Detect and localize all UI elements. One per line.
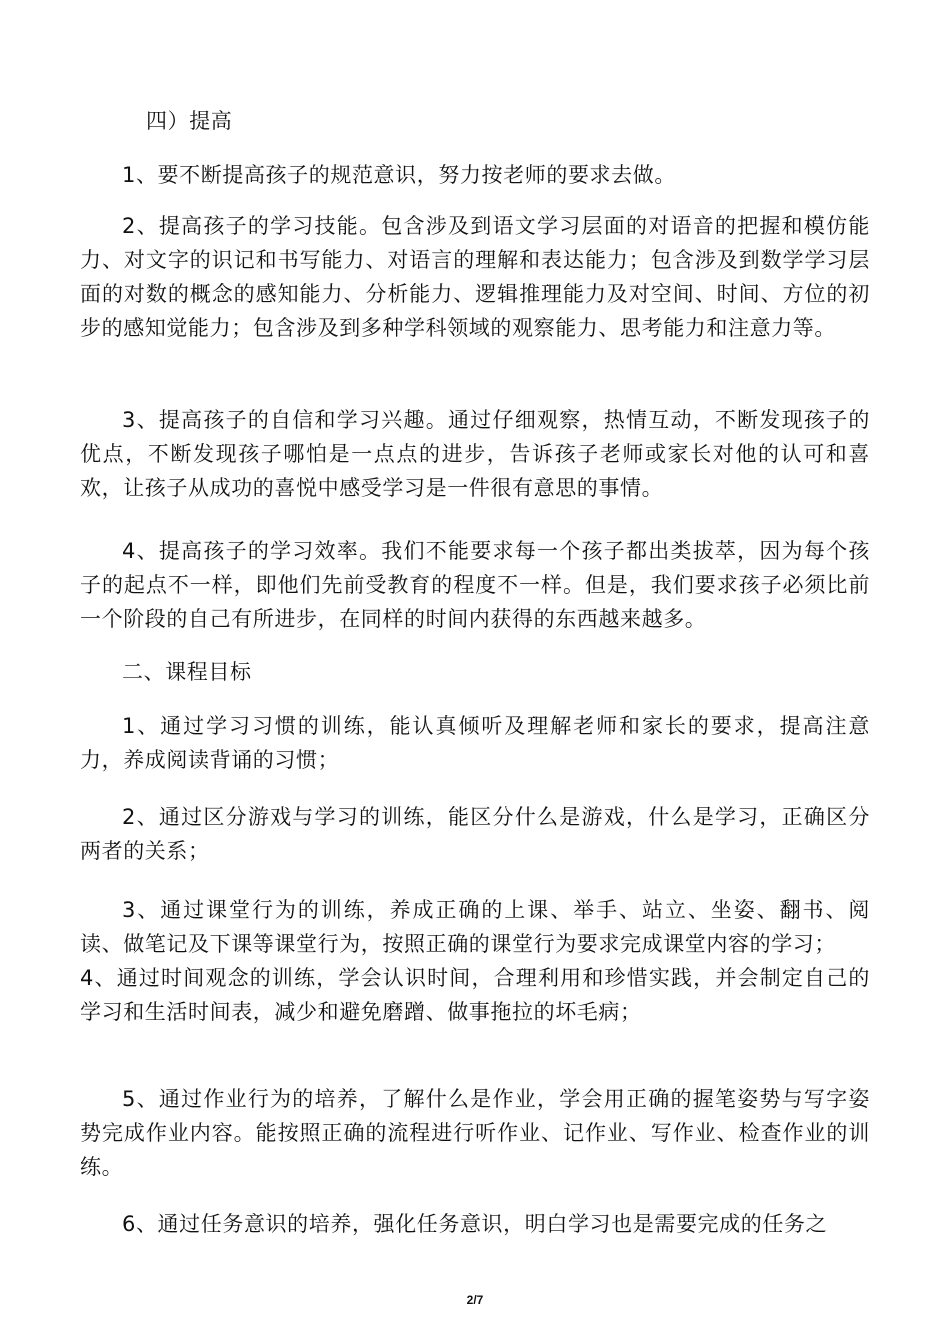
paragraph-improve-1: 1、要不断提高孩子的规范意识，努力按老师的要求去做。 [122, 163, 676, 187]
section-heading-improve: 四）提高 [146, 109, 233, 133]
paragraph-goal-6: 6、通过任务意识的培养，强化任务意识，明白学习也是需要完成的任务之 [122, 1212, 828, 1236]
paragraph-goal-5: 5、通过作业行为的培养，了解什么是作业，学会用正确的握笔姿势与写字姿势完成作业内容。能按照正确的流程进行听作业、记作业、写作业、检查作业的训练。 [80, 1087, 870, 1179]
paragraph-improve-3: 3、提高孩子的自信和学习兴趣。通过仔细观察，热情互动，不断发现孩子的优点，不断发现孩子哪怕是一点点的进步，告诉孩子老师或家长对他的认可和喜欢，让孩子从成功的喜悦中感受学习是一件很有意思的事情。 [80, 408, 870, 500]
page-number: 2/7 [466, 1293, 484, 1307]
paragraph-goal-4: 4、通过时间观念的训练，学会认识时间，合理利用和珍惜实践，并会制定自己的学习和生活时间表，减少和避免磨蹭、做事拖拉的坏毛病； [80, 966, 870, 1024]
paragraph-improve-2: 2、提高孩子的学习技能。包含涉及到语文学习层面的对语音的把握和模仿能力、对文字的识记和书写能力、对语言的理解和表达能力；包含涉及到数学学习层面的对数的概念的感知能力、分析能力、逻辑推理能力及对空间、时间、方位的初步的感知觉能力；包含涉及到多种学科领域的观察能力、思考能力和注意力等。 [80, 214, 870, 340]
paragraph-goal-1: 1、通过学习习惯的训练，能认真倾听及理解老师和家长的要求，提高注意力，养成阅读背诵的习惯； [80, 714, 870, 772]
section-heading-course-goals: 二、课程目标 [122, 660, 252, 684]
paragraph-improve-4: 4、提高孩子的学习效率。我们不能要求每一个孩子都出类拔萃，因为每个孩子的起点不一样，即他们先前受教育的程度不一样。但是，我们要求孩子必须比前一个阶段的自己有所进步，在同样的时间内获得的东西越来越多。 [80, 539, 870, 631]
paragraph-goal-3: 3、通过课堂行为的训练，养成正确的上课、举手、站立、坐姿、翻书、阅读、做笔记及下课等课堂行为，按照正确的课堂行为要求完成课堂内容的学习； [80, 898, 870, 956]
paragraph-goal-2: 2、通过区分游戏与学习的训练，能区分什么是游戏，什么是学习，正确区分两者的关系； [80, 805, 870, 863]
